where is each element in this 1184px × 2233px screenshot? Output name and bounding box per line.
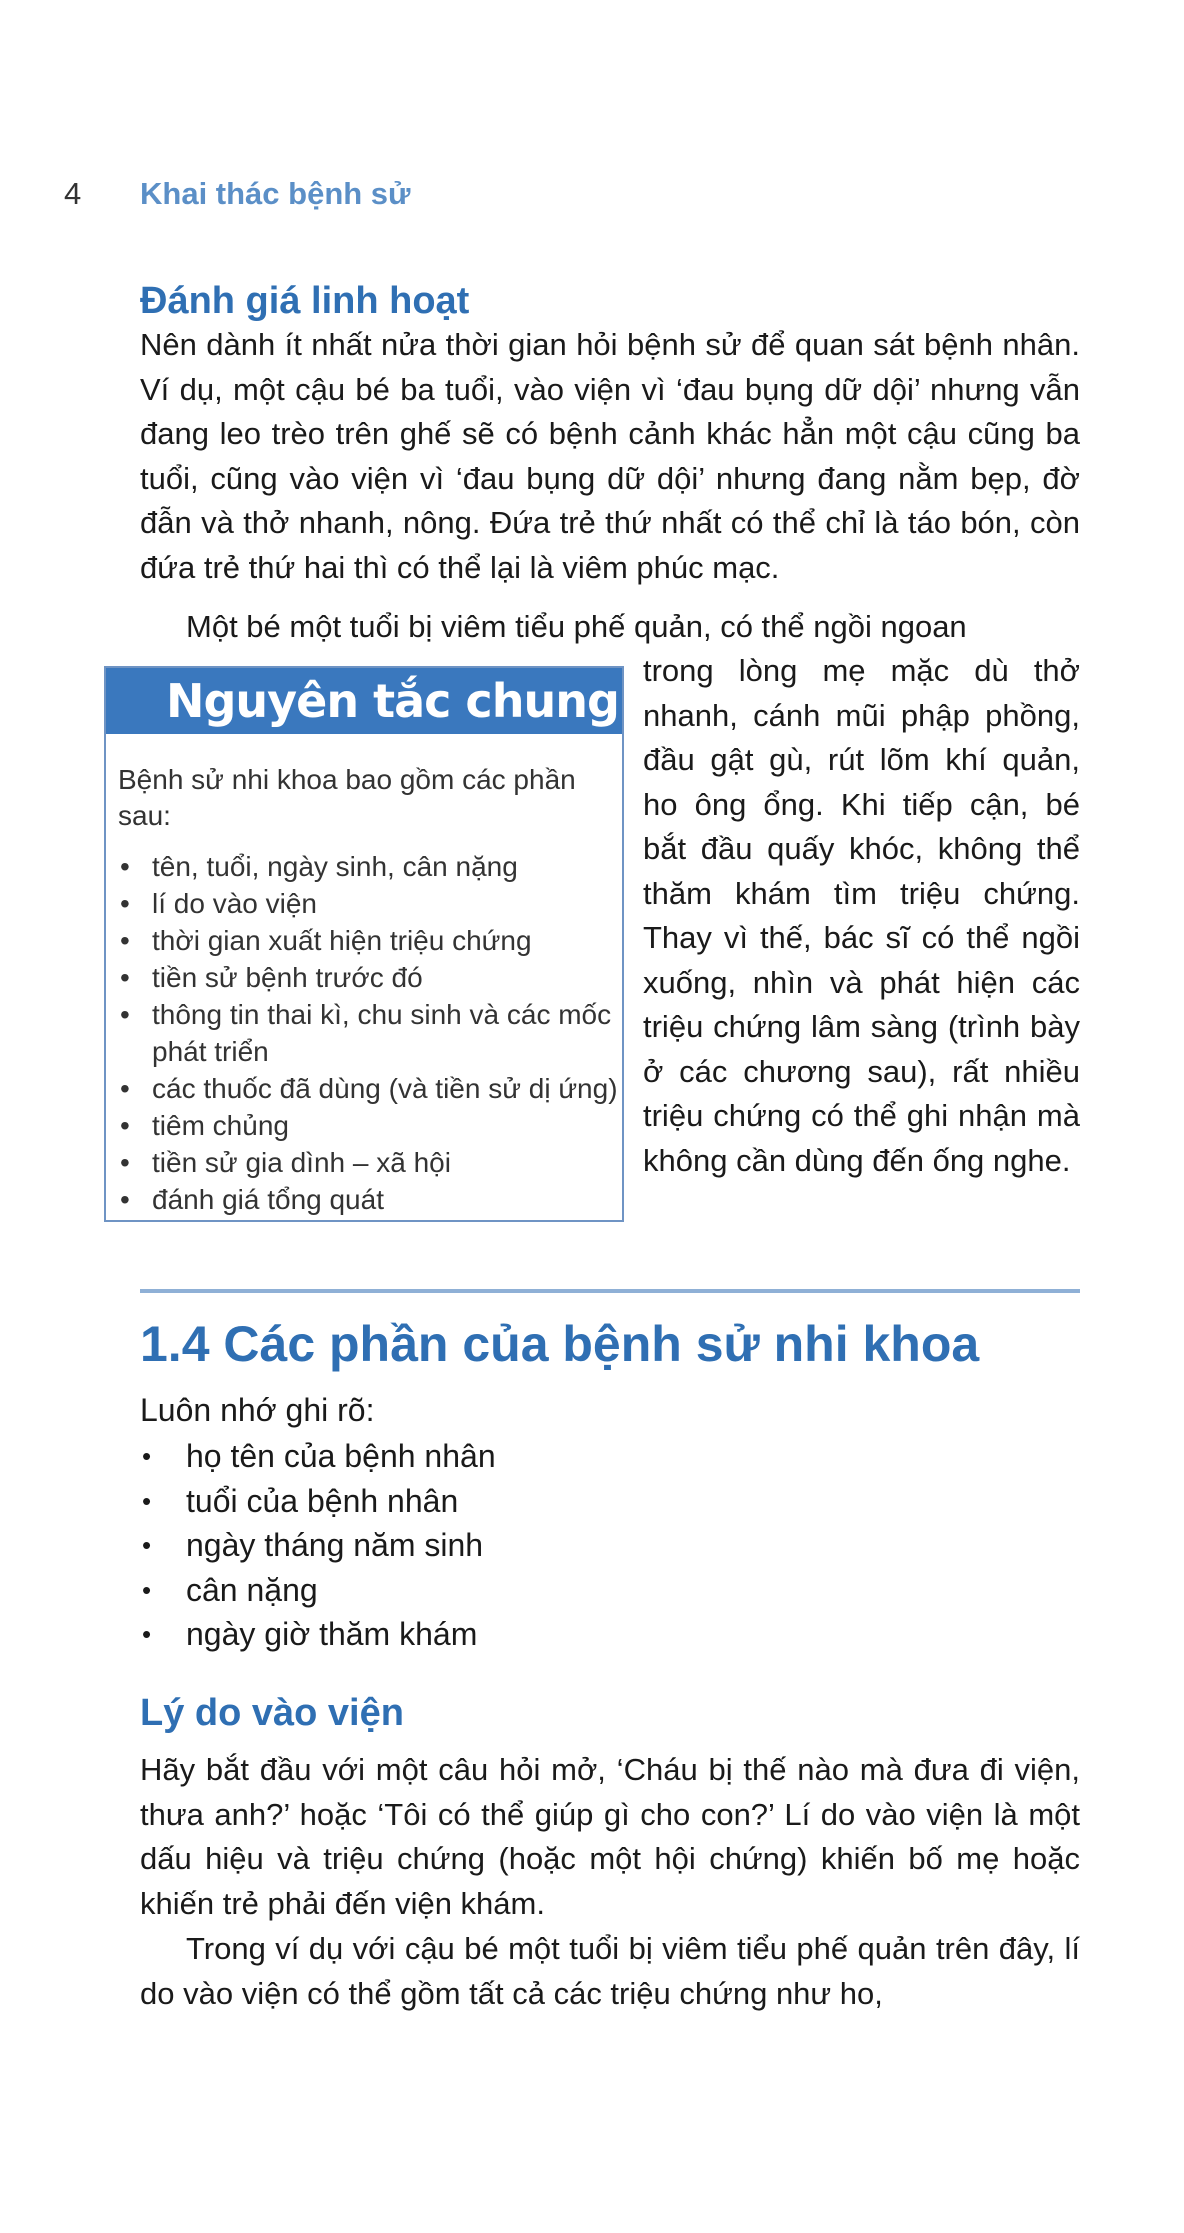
bullet-icon: •: [120, 962, 130, 993]
section-heading-reason: Lý do vào viện: [140, 1692, 404, 1734]
list-item: • tiêm chủng: [118, 1107, 622, 1144]
paragraph: Hãy bắt đầu với một câu hỏi mở, ‘Cháu bị thế nào mà đưa đi viện, thưa anh?’ hoặc ‘Tôi có thể giúp gì cho con?’ Lí do vào viện là một dấu hiệu và triệu chứng (hoặc một hội chứng) khiến bố mẹ hoặc khiến trẻ phải đến viện khám.: [140, 1752, 1080, 1921]
section-title: 1.4 Các phần của bệnh sử nhi khoa: [140, 1316, 980, 1372]
list-item: • họ tên của bệnh nhân: [140, 1434, 496, 1479]
bullet-icon: •: [142, 1574, 152, 1605]
bullet-icon: •: [142, 1485, 152, 1516]
list-item: • lí do vào viện: [118, 885, 622, 922]
list-item: • tiền sử gia dình – xã hội: [118, 1144, 622, 1181]
bullet-icon: •: [142, 1619, 152, 1649]
list-item: • ngày giờ thăm khám: [140, 1612, 496, 1657]
principles-box: [104, 666, 624, 1222]
box-intro: Bệnh sử nhi khoa bao gồm các phần sau:: [118, 764, 576, 831]
page-number: 4: [64, 176, 82, 211]
bullet-icon: •: [142, 1530, 152, 1560]
list-item: • cân nặng: [140, 1568, 496, 1613]
box-list: [106, 848, 622, 1218]
paragraph-line: Một bé một tuổi bị viêm tiểu phế quản, có thể ngồi ngoan: [186, 609, 967, 644]
bullet-icon: •: [142, 1441, 152, 1471]
section-heading: Đánh giá linh hoạt: [140, 280, 470, 322]
remember-list: [140, 1434, 496, 1657]
bullet-icon: •: [120, 1184, 130, 1215]
list-item: • tuổi của bệnh nhân: [140, 1479, 496, 1524]
bullet-icon: •: [120, 1110, 130, 1141]
list-item: • ngày tháng năm sinh: [140, 1523, 496, 1568]
bullet-icon: •: [120, 888, 130, 919]
box-title: Nguyên tắc chung: [106, 668, 622, 734]
bullet-icon: •: [120, 851, 130, 882]
bullet-icon: •: [120, 1073, 130, 1104]
paragraph-continued: trong lòng mẹ mặc dù thở nhanh, cánh mũi phập phồng, đầu gật gù, rút lõm khí quản, ho ông ổng. Khi tiếp cận, bé bắt đầu quấy khóc, không thể thăm khám tìm triệu chứng. Thay vì thế, bác sĩ có thể ngồi xuống, nhìn và phát hiện các triệu chứng lâm sàng (trình bày ở các chương sau), rất nhiều triệu chứng có thể ghi nhận mà không cần dùng đến ống nghe.: [643, 653, 1080, 1178]
list-item: • đánh giá tổng quát: [118, 1181, 622, 1218]
section-flexible-assessment: [140, 280, 1080, 590]
running-title: Khai thác bệnh sử: [140, 176, 411, 211]
bullet-icon: •: [120, 999, 130, 1030]
paragraph: Trong ví dụ với cậu bé một tuổi bị viêm tiểu phế quản trên đây, lí do vào viện có thể gồm tất cả các triệu chứng như ho,: [140, 1931, 1080, 2011]
remember-label: Luôn nhớ ghi rõ:: [140, 1392, 375, 1428]
list-item: • tên, tuổi, ngày sinh, cân nặng: [118, 848, 622, 885]
list-item: • thông tin thai kì, chu sinh và các mốc phát triển: [118, 996, 622, 1070]
list-item: • các thuốc đã dùng (và tiền sử dị ứng): [118, 1070, 622, 1107]
bullet-icon: •: [120, 1147, 130, 1178]
bullet-icon: •: [120, 925, 130, 956]
list-item: • thời gian xuất hiện triệu chứng: [118, 922, 622, 959]
list-item: • tiền sử bệnh trước đó: [118, 959, 622, 996]
section-divider: [140, 1289, 1080, 1293]
paragraph: Nên dành ít nhất nửa thời gian hỏi bệnh sử để quan sát bệnh nhân. Ví dụ, một cậu bé ba tuổi, vào viện vì ‘đau bụng dữ dội’ nhưng vẫn đang leo trèo trên ghế sẽ có bệnh cảnh khác hẳn một cậu cũng ba tuổi, cũng vào viện vì ‘đau bụng dữ dội’ nhưng đang nằm bẹp, đờ đẫn và thở nhanh, nông. Đứa trẻ thứ nhất có thể chỉ là táo bón, còn đứa trẻ thứ hai thì có thể lại là viêm phúc mạc.: [140, 327, 1080, 585]
